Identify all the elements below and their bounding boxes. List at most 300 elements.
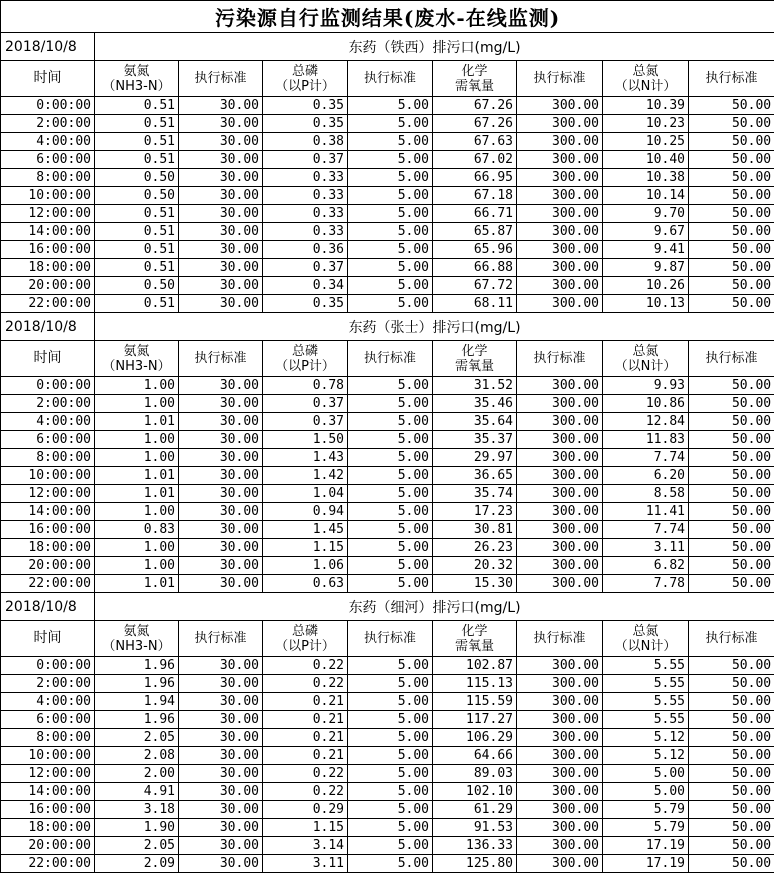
header-tn	[603, 61, 689, 97]
table-row	[1, 413, 774, 431]
cell-time: 0:00:00	[1, 97, 95, 115]
cell-time: 16:00:00	[1, 241, 95, 259]
cell-cod: 136.33	[433, 837, 517, 855]
cell-nh3: 1.00	[95, 377, 179, 395]
table-row	[1, 295, 774, 313]
cell-tn: 8.58	[603, 485, 689, 503]
cell-cod: 66.88	[433, 259, 517, 277]
cell-tn: 5.12	[603, 729, 689, 747]
cell-tp-standard: 5.00	[348, 295, 433, 313]
table-row	[1, 223, 774, 241]
cell-nh3-standard: 30.00	[179, 765, 263, 783]
column-header-row	[1, 621, 774, 657]
cell-tn-standard: 50.00	[689, 765, 774, 783]
cell-cod: 65.96	[433, 241, 517, 259]
cell-cod-standard: 300.00	[517, 97, 603, 115]
cell-cod: 91.53	[433, 819, 517, 837]
header-time-text: 时间	[33, 630, 62, 646]
cell-cod: 65.87	[433, 223, 517, 241]
cell-cod-standard: 300.00	[517, 575, 603, 593]
cell-tp: 0.22	[263, 675, 348, 693]
cell-tn: 10.26	[603, 277, 689, 295]
cell-tp-standard: 5.00	[348, 395, 433, 413]
cell-time: 4:00:00	[1, 133, 95, 151]
header-time-text: 时间	[33, 70, 62, 86]
header-standard	[348, 621, 433, 657]
cell-time: 20:00:00	[1, 277, 95, 295]
cell-tp-standard: 5.00	[348, 765, 433, 783]
header-standard-text: 执行标准	[363, 351, 416, 366]
cell-cod-standard: 300.00	[517, 711, 603, 729]
table-row	[1, 837, 774, 855]
table-row	[1, 115, 774, 133]
header-standard-text: 执行标准	[705, 351, 758, 366]
cell-tp-standard: 5.00	[348, 837, 433, 855]
cell-cod-standard: 300.00	[517, 413, 603, 431]
cell-tp: 0.34	[263, 277, 348, 295]
cell-time: 6:00:00	[1, 151, 95, 169]
cell-cod-standard: 300.00	[517, 657, 603, 675]
section-date: 2018/10/8	[1, 593, 95, 621]
cell-nh3-standard: 30.00	[179, 657, 263, 675]
cell-tn-standard: 50.00	[689, 395, 774, 413]
cell-tp-standard: 5.00	[348, 467, 433, 485]
cell-tp-standard: 5.00	[348, 855, 433, 873]
cell-nh3-standard: 30.00	[179, 747, 263, 765]
cell-tn-standard: 50.00	[689, 747, 774, 765]
cell-cod-standard: 300.00	[517, 819, 603, 837]
cell-tn-standard: 50.00	[689, 729, 774, 747]
cell-tn: 10.86	[603, 395, 689, 413]
header-nh3-text: 氨氮	[123, 63, 150, 79]
cell-nh3-standard: 30.00	[179, 97, 263, 115]
table-row	[1, 187, 774, 205]
cell-tp: 1.45	[263, 521, 348, 539]
cell-nh3: 0.50	[95, 169, 179, 187]
cell-nh3-standard: 30.00	[179, 395, 263, 413]
cell-tp: 0.35	[263, 295, 348, 313]
cell-cod-standard: 300.00	[517, 205, 603, 223]
cell-time: 20:00:00	[1, 557, 95, 575]
table-row	[1, 557, 774, 575]
header-cod-text: 需氧量	[454, 78, 494, 94]
table-row	[1, 783, 774, 801]
header-cod	[433, 61, 517, 97]
cell-tn: 7.74	[603, 449, 689, 467]
table-row	[1, 801, 774, 819]
cell-time: 18:00:00	[1, 819, 95, 837]
cell-tp-standard: 5.00	[348, 449, 433, 467]
header-tn-text: （以N计）	[614, 78, 677, 94]
cell-tn-standard: 50.00	[689, 115, 774, 133]
header-tn-text: 总氮	[632, 623, 659, 639]
cell-nh3-standard: 30.00	[179, 169, 263, 187]
cell-nh3-standard: 30.00	[179, 783, 263, 801]
cell-cod-standard: 300.00	[517, 675, 603, 693]
header-time-text: 时间	[33, 350, 62, 366]
header-tn-text: 总氮	[632, 63, 659, 79]
cell-nh3: 1.96	[95, 711, 179, 729]
cell-tp-standard: 5.00	[348, 413, 433, 431]
cell-tn-standard: 50.00	[689, 657, 774, 675]
cell-tp: 1.04	[263, 485, 348, 503]
cell-tp-standard: 5.00	[348, 187, 433, 205]
cell-nh3: 0.51	[95, 241, 179, 259]
cell-tp: 0.36	[263, 241, 348, 259]
cell-nh3-standard: 30.00	[179, 277, 263, 295]
header-tn-text: 总氮	[632, 343, 659, 359]
cell-nh3-standard: 30.00	[179, 675, 263, 693]
header-cod-text: 化学	[461, 623, 488, 639]
cell-time: 12:00:00	[1, 205, 95, 223]
cell-tp-standard: 5.00	[348, 223, 433, 241]
cell-nh3: 1.00	[95, 539, 179, 557]
header-standard	[517, 341, 603, 377]
cell-time: 18:00:00	[1, 539, 95, 557]
cell-tn-standard: 50.00	[689, 449, 774, 467]
cell-nh3: 2.09	[95, 855, 179, 873]
column-header-row	[1, 61, 774, 97]
cell-cod: 17.23	[433, 503, 517, 521]
cell-nh3: 1.96	[95, 657, 179, 675]
cell-time: 14:00:00	[1, 783, 95, 801]
cell-tn: 10.13	[603, 295, 689, 313]
cell-tn-standard: 50.00	[689, 783, 774, 801]
cell-tn: 7.74	[603, 521, 689, 539]
header-standard-text: 执行标准	[705, 71, 758, 86]
table-row	[1, 855, 774, 873]
header-nh3-text: 氨氮	[123, 623, 150, 639]
cell-time: 8:00:00	[1, 729, 95, 747]
cell-cod: 89.03	[433, 765, 517, 783]
cell-cod: 35.74	[433, 485, 517, 503]
cell-tp: 1.50	[263, 431, 348, 449]
cell-tn: 11.83	[603, 431, 689, 449]
cell-time: 0:00:00	[1, 377, 95, 395]
header-standard	[517, 61, 603, 97]
cell-tp: 0.37	[263, 259, 348, 277]
cell-cod-standard: 300.00	[517, 539, 603, 557]
cell-nh3: 3.18	[95, 801, 179, 819]
header-tn	[603, 341, 689, 377]
header-standard	[517, 621, 603, 657]
header-tp-text: 总磷	[291, 623, 318, 639]
cell-cod: 66.71	[433, 205, 517, 223]
cell-tn: 5.00	[603, 783, 689, 801]
header-tn-text: （以N计）	[614, 358, 677, 374]
table-row	[1, 467, 774, 485]
header-standard-text: 执行标准	[533, 631, 586, 646]
cell-nh3-standard: 30.00	[179, 539, 263, 557]
cell-tp: 0.21	[263, 711, 348, 729]
table-row	[1, 241, 774, 259]
header-tp	[263, 621, 348, 657]
cell-nh3-standard: 30.00	[179, 151, 263, 169]
cell-nh3-standard: 30.00	[179, 503, 263, 521]
cell-cod: 20.32	[433, 557, 517, 575]
table-row	[1, 485, 774, 503]
header-nh3-text: （NH3-N）	[102, 638, 171, 654]
cell-nh3: 2.05	[95, 729, 179, 747]
cell-tp-standard: 5.00	[348, 277, 433, 295]
cell-tp-standard: 5.00	[348, 539, 433, 557]
header-standard	[179, 61, 263, 97]
cell-tp-standard: 5.00	[348, 133, 433, 151]
header-time	[1, 621, 95, 657]
cell-nh3: 0.51	[95, 205, 179, 223]
header-standard-text: 执行标准	[533, 351, 586, 366]
cell-tp: 0.21	[263, 729, 348, 747]
cell-cod-standard: 300.00	[517, 241, 603, 259]
cell-cod: 26.23	[433, 539, 517, 557]
cell-nh3-standard: 30.00	[179, 485, 263, 503]
cell-nh3: 1.00	[95, 503, 179, 521]
table-row	[1, 711, 774, 729]
cell-cod-standard: 300.00	[517, 277, 603, 295]
cell-tn: 17.19	[603, 855, 689, 873]
cell-time: 22:00:00	[1, 575, 95, 593]
cell-tn: 9.93	[603, 377, 689, 395]
header-cod-text: 化学	[461, 343, 488, 359]
cell-tn-standard: 50.00	[689, 259, 774, 277]
cell-tp: 1.43	[263, 449, 348, 467]
column-header-row	[1, 341, 774, 377]
header-tp	[263, 341, 348, 377]
cell-tp: 3.14	[263, 837, 348, 855]
table-row	[1, 259, 774, 277]
cell-nh3-standard: 30.00	[179, 521, 263, 539]
cell-tp-standard: 5.00	[348, 575, 433, 593]
cell-time: 12:00:00	[1, 765, 95, 783]
cell-tn-standard: 50.00	[689, 503, 774, 521]
section-date: 2018/10/8	[1, 33, 95, 61]
cell-nh3: 0.50	[95, 187, 179, 205]
cell-nh3: 0.51	[95, 97, 179, 115]
cell-cod: 64.66	[433, 747, 517, 765]
cell-time: 18:00:00	[1, 259, 95, 277]
header-nh3	[95, 61, 179, 97]
cell-tn-standard: 50.00	[689, 557, 774, 575]
cell-time: 16:00:00	[1, 521, 95, 539]
header-nh3-text: （NH3-N）	[102, 358, 171, 374]
cell-tp-standard: 5.00	[348, 259, 433, 277]
cell-cod: 66.95	[433, 169, 517, 187]
cell-tn: 3.11	[603, 539, 689, 557]
cell-tn: 17.19	[603, 837, 689, 855]
cell-cod-standard: 300.00	[517, 133, 603, 151]
table-row	[1, 503, 774, 521]
cell-tn-standard: 50.00	[689, 413, 774, 431]
cell-tn-standard: 50.00	[689, 133, 774, 151]
cell-cod-standard: 300.00	[517, 801, 603, 819]
header-standard	[689, 61, 774, 97]
cell-cod-standard: 300.00	[517, 259, 603, 277]
cell-cod: 15.30	[433, 575, 517, 593]
cell-nh3-standard: 30.00	[179, 377, 263, 395]
cell-nh3: 0.51	[95, 223, 179, 241]
cell-time: 10:00:00	[1, 747, 95, 765]
cell-nh3-standard: 30.00	[179, 295, 263, 313]
cell-cod: 67.72	[433, 277, 517, 295]
cell-cod: 36.65	[433, 467, 517, 485]
section-header-row	[1, 313, 774, 341]
table-row	[1, 151, 774, 169]
cell-cod: 102.87	[433, 657, 517, 675]
cell-tn: 7.78	[603, 575, 689, 593]
cell-tn-standard: 50.00	[689, 277, 774, 295]
header-tn	[603, 621, 689, 657]
cell-tn: 9.70	[603, 205, 689, 223]
table-row	[1, 431, 774, 449]
cell-cod: 67.18	[433, 187, 517, 205]
table-row	[1, 729, 774, 747]
cell-tn-standard: 50.00	[689, 521, 774, 539]
header-standard-text: 执行标准	[533, 71, 586, 86]
cell-tn-standard: 50.00	[689, 205, 774, 223]
header-tp	[263, 61, 348, 97]
cell-cod-standard: 300.00	[517, 729, 603, 747]
header-cod-text: 需氧量	[454, 358, 494, 374]
cell-cod: 31.52	[433, 377, 517, 395]
cell-cod: 117.27	[433, 711, 517, 729]
cell-nh3: 2.00	[95, 765, 179, 783]
cell-tp: 0.21	[263, 747, 348, 765]
cell-tn-standard: 50.00	[689, 295, 774, 313]
table-row	[1, 765, 774, 783]
cell-tp: 1.42	[263, 467, 348, 485]
table-row	[1, 675, 774, 693]
cell-nh3-standard: 30.00	[179, 467, 263, 485]
cell-cod-standard: 300.00	[517, 431, 603, 449]
cell-nh3-standard: 30.00	[179, 819, 263, 837]
cell-tp: 0.35	[263, 97, 348, 115]
cell-nh3-standard: 30.00	[179, 693, 263, 711]
cell-tp: 0.94	[263, 503, 348, 521]
cell-nh3: 1.00	[95, 395, 179, 413]
header-standard-text: 执行标准	[194, 631, 247, 646]
cell-cod-standard: 300.00	[517, 295, 603, 313]
cell-cod-standard: 300.00	[517, 151, 603, 169]
cell-time: 22:00:00	[1, 855, 95, 873]
cell-cod: 115.59	[433, 693, 517, 711]
cell-cod: 30.81	[433, 521, 517, 539]
cell-cod-standard: 300.00	[517, 449, 603, 467]
header-standard	[179, 341, 263, 377]
cell-nh3: 0.83	[95, 521, 179, 539]
table-row	[1, 277, 774, 295]
table-row	[1, 449, 774, 467]
cell-tp: 0.22	[263, 657, 348, 675]
cell-cod-standard: 300.00	[517, 223, 603, 241]
cell-tp: 1.06	[263, 557, 348, 575]
cell-tp: 1.15	[263, 539, 348, 557]
cell-tn: 5.55	[603, 711, 689, 729]
cell-tp: 0.33	[263, 187, 348, 205]
cell-cod-standard: 300.00	[517, 557, 603, 575]
cell-tp: 1.15	[263, 819, 348, 837]
cell-time: 0:00:00	[1, 657, 95, 675]
cell-nh3-standard: 30.00	[179, 413, 263, 431]
cell-tn: 9.41	[603, 241, 689, 259]
section-header-row	[1, 593, 774, 621]
header-nh3	[95, 621, 179, 657]
header-cod	[433, 621, 517, 657]
cell-tp-standard: 5.00	[348, 431, 433, 449]
table-row	[1, 377, 774, 395]
cell-time: 6:00:00	[1, 711, 95, 729]
header-cod	[433, 341, 517, 377]
cell-tn-standard: 50.00	[689, 819, 774, 837]
cell-cod: 68.11	[433, 295, 517, 313]
cell-cod-standard: 300.00	[517, 747, 603, 765]
cell-cod: 35.64	[433, 413, 517, 431]
cell-tn-standard: 50.00	[689, 223, 774, 241]
cell-cod-standard: 300.00	[517, 377, 603, 395]
cell-tn: 10.39	[603, 97, 689, 115]
header-standard	[348, 341, 433, 377]
cell-tp-standard: 5.00	[348, 675, 433, 693]
cell-nh3: 1.00	[95, 431, 179, 449]
cell-tp: 0.22	[263, 765, 348, 783]
cell-cod: 35.37	[433, 431, 517, 449]
cell-tp-standard: 5.00	[348, 557, 433, 575]
cell-cod-standard: 300.00	[517, 187, 603, 205]
cell-tn: 10.25	[603, 133, 689, 151]
cell-time: 22:00:00	[1, 295, 95, 313]
cell-tn: 10.23	[603, 115, 689, 133]
header-nh3-text: （NH3-N）	[102, 78, 171, 94]
header-standard-text: 执行标准	[363, 71, 416, 86]
cell-tp-standard: 5.00	[348, 711, 433, 729]
cell-tn-standard: 50.00	[689, 675, 774, 693]
cell-tn: 5.79	[603, 801, 689, 819]
cell-time: 14:00:00	[1, 223, 95, 241]
table-row	[1, 657, 774, 675]
header-tn-text: （以N计）	[614, 638, 677, 654]
cell-tp-standard: 5.00	[348, 801, 433, 819]
cell-cod-standard: 300.00	[517, 521, 603, 539]
cell-nh3: 0.50	[95, 277, 179, 295]
cell-tn-standard: 50.00	[689, 467, 774, 485]
table-row	[1, 97, 774, 115]
cell-time: 12:00:00	[1, 485, 95, 503]
section-outlet-title: 东药（张士）排污口(mg/L)	[95, 313, 774, 341]
cell-cod: 106.29	[433, 729, 517, 747]
cell-nh3-standard: 30.00	[179, 133, 263, 151]
cell-tn-standard: 50.00	[689, 485, 774, 503]
cell-cod: 125.80	[433, 855, 517, 873]
cell-nh3-standard: 30.00	[179, 223, 263, 241]
cell-tp-standard: 5.00	[348, 819, 433, 837]
cell-cod-standard: 300.00	[517, 503, 603, 521]
cell-cod: 67.63	[433, 133, 517, 151]
cell-tp: 0.63	[263, 575, 348, 593]
cell-nh3: 1.01	[95, 413, 179, 431]
table-row	[1, 575, 774, 593]
cell-tp: 0.37	[263, 395, 348, 413]
cell-nh3-standard: 30.00	[179, 801, 263, 819]
header-tp-text: （以P计）	[275, 358, 335, 374]
cell-tn-standard: 50.00	[689, 711, 774, 729]
cell-nh3-standard: 30.00	[179, 431, 263, 449]
cell-time: 16:00:00	[1, 801, 95, 819]
cell-tp: 0.37	[263, 413, 348, 431]
cell-time: 4:00:00	[1, 693, 95, 711]
cell-nh3: 1.01	[95, 467, 179, 485]
header-cod-text: 需氧量	[454, 638, 494, 654]
sheet-title: 污染源自行监测结果(废水-在线监测)	[1, 1, 774, 33]
cell-tn-standard: 50.00	[689, 97, 774, 115]
